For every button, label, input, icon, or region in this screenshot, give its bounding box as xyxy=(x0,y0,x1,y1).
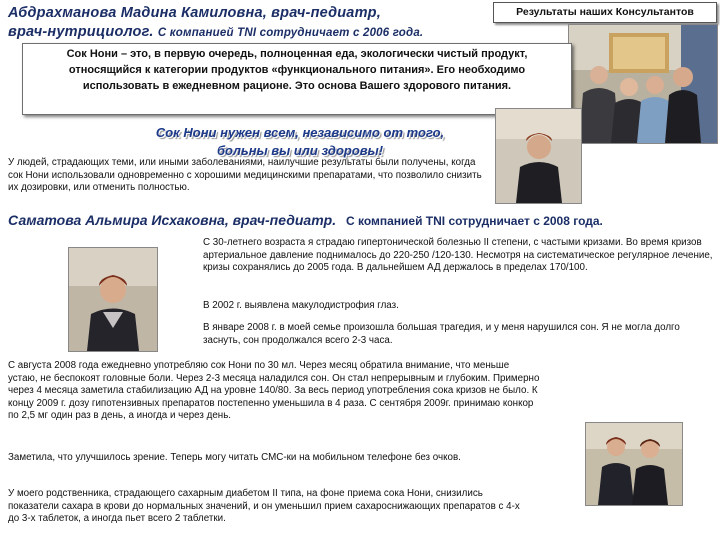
two-women-image xyxy=(586,423,682,505)
section2-paragraph-2: В 2002 г. выявлена макулодистрофия глаз. xyxy=(203,300,399,311)
portrait-2-image xyxy=(69,248,157,351)
section2-paragraph-5: Заметила, что улучшилось зрение. Теперь могу читать СМС-ки на мобильном телефоне без очков. xyxy=(8,452,461,463)
group-photo-image xyxy=(569,25,717,143)
intro-box: Сок Нони – это, в первую очередь, полноценная еда, экологически чистый продукт, относящийся к категории продуктов «функционального питания». Его необходимо использовать в ежедневном рационе. Это основа Вашего здорового питания. xyxy=(22,43,572,115)
results-badge: Результаты наших Консультантов xyxy=(493,2,717,23)
section1-heading-line1: Абдрахманова Мадина Камиловна, врач-педиатр, xyxy=(8,5,381,21)
section1-since: С компанией TNI сотрудничает с 2006 года. xyxy=(157,27,424,39)
portrait-photo-1 xyxy=(495,108,582,204)
paragraph-1: У людей, страдающих теми, или иными заболеваниями, наилучшие результаты были получены, когда сок Нони использовали одновременно с хорошими медицинскими препаратами, что позволило снизить их дозировки, или отменить полностью. xyxy=(8,157,482,193)
section2-since: С компанией TNI сотрудничает с 2008 года. xyxy=(345,214,603,228)
section2-paragraph-3: В январе 2008 г. в моей семье произошла большая трагедия, и у меня нарушился сон. Я не могла долго заснуть, сон продолжался всего 2-3 часа. xyxy=(203,322,680,346)
section2-heading-name: Саматова Альмира Исхаковна, врач-педиатр. xyxy=(8,212,337,228)
section2-paragraph-4: С августа 2008 года ежедневно употребляю сок Нони по 30 мл. Через месяц обратила внимание, что меньше устаю, не беспокоят головные боли. Через 2-3 месяца наладился сон. Он стал непрерывным и глубоким. Примерно через 4 месяца заметила стабилизацию АД на уровне 140/80. За весь период употребления сока кризов не было. К концу 2009 г. дозу гипотензивных препаратов постепенно уменьшила в 4 раза. С сентября 2009г. принимаю конкор по 2,5 мг один раз в день, а иногда и через день. xyxy=(8,360,540,421)
group-photo xyxy=(568,24,718,144)
slogan-line1: Сок Нони нужен всем, независимо от того, xyxy=(155,125,445,140)
portrait-1-image xyxy=(496,109,581,203)
section1-heading xyxy=(8,4,488,43)
section1-heading-role: врач-нутрициолог. xyxy=(8,24,154,40)
section2-heading xyxy=(8,212,720,228)
section2-paragraph-1: С 30-летнего возраста я страдаю гипертонической болезнью II степени, с частыми кризами. Во время кризов артериальное давление поднималось до 220-250 /120-130. Несмотря на систематическое регулярное лечение, кризы сохранялись до 2005 года. В дальнейшем АД держалось в пределах 170/100. xyxy=(203,237,713,273)
slogan xyxy=(120,124,480,160)
section2-paragraph-6: У моего родственника, страдающего сахарным диабетом II типа, на фоне приема сока Нони, снизились показатели сахара в крови до нормальных значений, и он уменьшил прием сахароснижающих препаратов с 4-х до 3-х таблеток, а иногда пьет всего 2 таблетки. xyxy=(8,488,520,524)
portrait-photo-2 xyxy=(68,247,158,352)
section1-heading-line2 xyxy=(8,23,488,43)
two-women-photo xyxy=(585,422,683,506)
slogan-line2: больны вы или здоровы! xyxy=(216,143,384,158)
